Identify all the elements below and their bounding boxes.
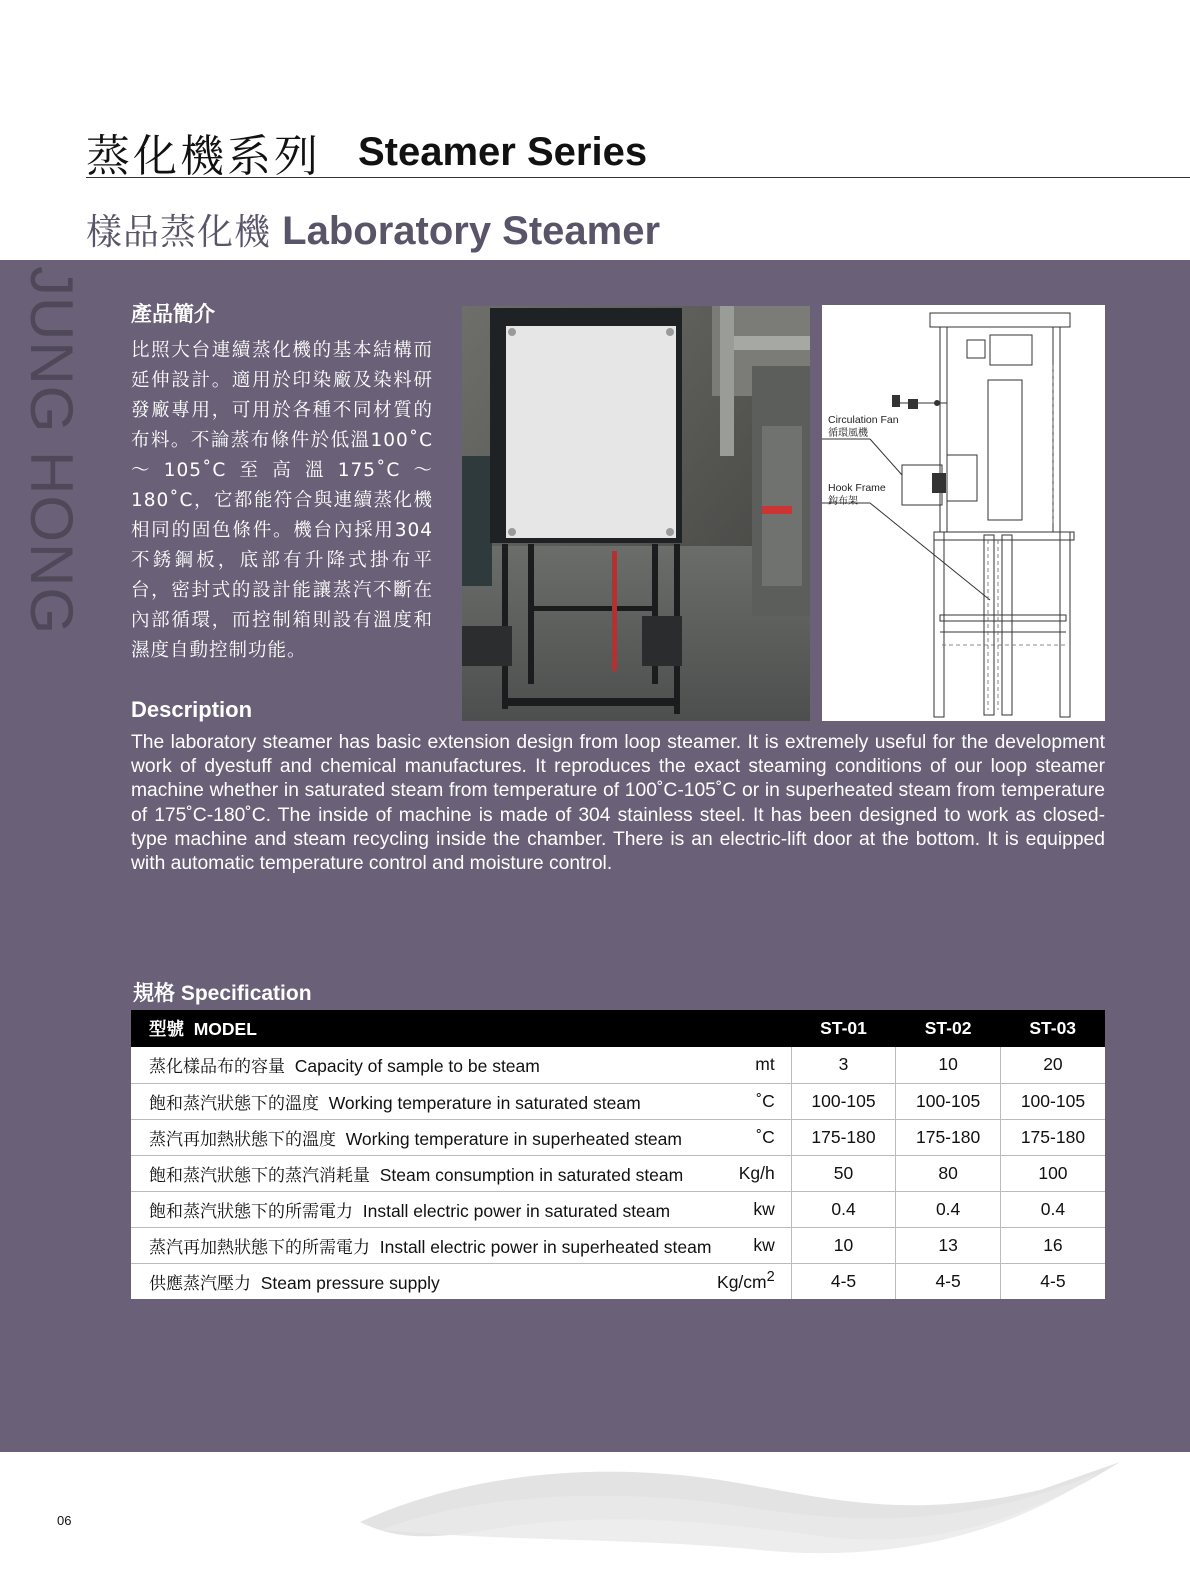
product-title-zh: 樣品蒸化機	[86, 212, 272, 253]
footer-ribbon-decoration	[0, 1452, 1190, 1582]
page-title-zh: 蒸化機系列	[86, 131, 321, 182]
ribbon-graphic	[0, 1452, 1190, 1582]
table-row	[131, 1227, 1105, 1263]
row-label	[131, 1083, 711, 1119]
cell-value: 100	[1000, 1155, 1105, 1191]
row-label-en: Install electric power in saturated steam	[362, 1200, 671, 1221]
machine-drawing-illustration	[822, 305, 1105, 721]
model-st-01: ST-01	[791, 1010, 896, 1047]
table-row	[131, 1191, 1105, 1227]
cell-value: 100-105	[1000, 1083, 1105, 1119]
row-label	[131, 1119, 711, 1155]
cell-value: 3	[791, 1047, 896, 1083]
page-title-row	[86, 118, 1190, 182]
cell-value: 100-105	[791, 1083, 896, 1119]
row-label-zh: 蒸汽再加熱狀態下的溫度	[149, 1129, 336, 1150]
machine-photo-illustration	[462, 306, 810, 721]
table-row	[131, 1263, 1105, 1299]
intro-body: 比照大台連續蒸化機的基本結構而延伸設計。適用於印染廠及染料研發廠專用，可用於各種不同材質的布料。不論蒸布條件於低溫100˚C～105˚C至高溫175˚C～180˚C，它都能符合與連續蒸化機相同的固色條件。機台內採用304不銹鋼板，底部有升降式掛布平台，密封式的設計能讓蒸汽不斷在內部循環，而控制箱則設有溫度和濕度自動控制功能。	[131, 340, 433, 661]
drawing-label-hook-zh: 鈎布架	[828, 496, 858, 507]
cell-value: 100-105	[896, 1083, 1001, 1119]
model-header	[131, 1010, 791, 1047]
cell-value: 4-5	[896, 1263, 1001, 1299]
row-unit	[711, 1263, 791, 1299]
spec-heading	[133, 977, 312, 1007]
row-label-zh: 飽和蒸汽狀態下的溫度	[149, 1093, 319, 1114]
product-title-en: Laboratory Steamer	[282, 209, 661, 253]
cell-value: 50	[791, 1155, 896, 1191]
machine-photo	[462, 306, 810, 721]
row-label	[131, 1155, 711, 1191]
machine-drawing	[822, 305, 1105, 721]
page-number: 06	[57, 1513, 72, 1528]
row-unit-sup: 2	[766, 1269, 775, 1286]
description-body: The laboratory steamer has basic extension design from loop steamer. It is extremely useful for the development work of dyestuff and chemical manufactures. It reproduces the exact steaming conditions of our loop steamer machine whether in saturated steam from temperature of 100˚C-105˚C or in superheated steam from temperature of 175˚C-180˚C. The inside of machine is made of 304 stainless steel. It has been designed to work as closed-type machine and steam recycling inside the chamber. There is an electric-lift door at the bottom. It is equipped with automatic temperature control and moisture control.	[131, 732, 1105, 875]
row-label-zh: 蒸化樣品布的容量	[149, 1057, 285, 1078]
description-heading: Description	[131, 697, 253, 722]
model-header-zh: 型號	[149, 1020, 184, 1040]
row-unit: kw	[711, 1191, 791, 1227]
model-header-en: MODEL	[193, 1019, 257, 1039]
row-label-en: Working temperature in superheated steam	[345, 1128, 682, 1149]
row-unit: ˚C	[711, 1119, 791, 1155]
row-label-en: Working temperature in saturated steam	[328, 1092, 641, 1113]
table-row	[131, 1155, 1105, 1191]
row-label-zh: 蒸汽再加熱狀態下的所需電力	[149, 1237, 370, 1258]
spec-header-row	[131, 1010, 1105, 1047]
row-unit: mt	[711, 1047, 791, 1083]
row-label-en: Steam consumption in saturated steam	[379, 1164, 684, 1185]
spec-heading-zh: 規格	[133, 981, 175, 1005]
drawing-label-hook-en: Hook Frame	[828, 482, 886, 494]
model-st-02: ST-02	[896, 1010, 1001, 1047]
cell-value: 20	[1000, 1047, 1105, 1083]
spec-table	[131, 1010, 1105, 1299]
row-unit: kw	[711, 1227, 791, 1263]
row-label-zh: 飽和蒸汽狀態下的蒸汽消耗量	[149, 1165, 370, 1186]
drawing-label-fan-zh: 循環風機	[828, 428, 868, 439]
table-row	[131, 1083, 1105, 1119]
cell-value: 10	[791, 1227, 896, 1263]
model-st-03: ST-03	[1000, 1010, 1105, 1047]
row-unit-base: Kg/cm	[717, 1272, 767, 1293]
row-unit: ˚C	[711, 1083, 791, 1119]
cell-value: 80	[896, 1155, 1001, 1191]
row-label-en: Steam pressure supply	[260, 1272, 440, 1293]
product-title	[86, 204, 660, 255]
cell-value: 16	[1000, 1227, 1105, 1263]
table-row	[131, 1119, 1105, 1155]
cell-value: 10	[896, 1047, 1001, 1083]
cell-value: 13	[896, 1227, 1001, 1263]
drawing-label-fan-en: Circulation Fan	[828, 414, 899, 426]
row-label-zh: 飽和蒸汽狀態下的所需電力	[149, 1201, 353, 1222]
cell-value: 175-180	[791, 1119, 896, 1155]
row-label	[131, 1191, 711, 1227]
row-label-en: Install electric power in superheated steam	[379, 1236, 712, 1257]
cell-value: 4-5	[791, 1263, 896, 1299]
cell-value: 0.4	[791, 1191, 896, 1227]
cell-value: 4-5	[1000, 1263, 1105, 1299]
row-label-zh: 供應蒸汽壓力	[149, 1273, 251, 1294]
cell-value: 175-180	[896, 1119, 1001, 1155]
intro-heading: 產品簡介	[131, 302, 215, 326]
table-row	[131, 1047, 1105, 1083]
cell-value: 0.4	[896, 1191, 1001, 1227]
brand-side-label: JUNG HONG	[18, 266, 85, 635]
row-unit: Kg/h	[711, 1155, 791, 1191]
brand-side-text	[18, 266, 86, 635]
row-label-en: Capacity of sample to be steam	[294, 1056, 540, 1077]
cell-value: 175-180	[1000, 1119, 1105, 1155]
row-label	[131, 1047, 711, 1083]
page-title-en: Steamer Series	[358, 130, 648, 174]
row-label	[131, 1227, 711, 1263]
cell-value: 0.4	[1000, 1191, 1105, 1227]
row-label	[131, 1263, 711, 1299]
spec-heading-en: Specification	[180, 982, 312, 1005]
